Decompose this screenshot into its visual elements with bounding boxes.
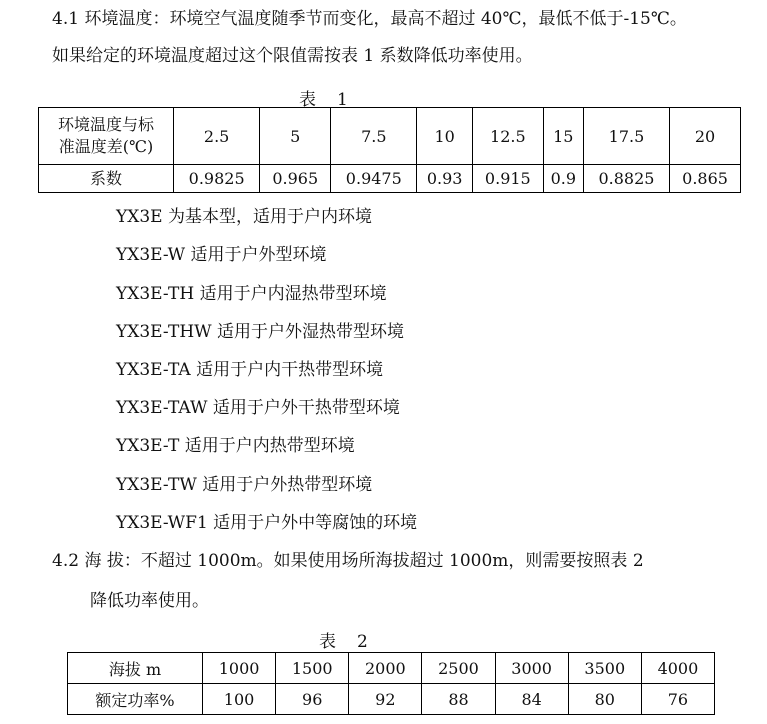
model-line: YX3E-T 适用于户内热带型环境 [116,436,355,456]
altitude-cell: 2000 [349,653,422,684]
temp-cell: 10 [417,108,472,165]
temperature-diff-header [39,108,174,165]
power-cell: 88 [422,684,495,715]
temp-cell: 15 [543,108,583,165]
model-line: YX3E-W 适用于户外型环境 [116,245,327,265]
temp-cell: 20 [670,108,741,165]
altitude-cell: 4000 [641,653,714,684]
coef-cell: 0.9825 [174,165,260,193]
rated-power-header: 额定功率% [68,684,203,715]
power-cell: 76 [641,684,714,715]
power-cell: 100 [203,684,276,715]
model-line: YX3E-THW 适用于户外湿热带型环境 [116,322,405,342]
coef-cell: 0.865 [670,165,741,193]
coef-cell: 0.9475 [331,165,417,193]
model-line: YX3E-TH 适用于户内湿热带型环境 [116,284,387,304]
altitude-cell: 1000 [203,653,276,684]
model-line: YX3E-TAW 适用于户外干热带型环境 [116,398,400,418]
temp-cell: 5 [260,108,331,165]
header-line: 环境温度与标 [57,115,154,134]
coef-cell: 0.93 [417,165,472,193]
section-4-2-line-1: 4.2 海 拔：不超过 1000m。如果使用场所海拔超过 1000m，则需要按照表 2 [52,551,644,571]
altitude-header: 海拔 m [68,653,203,684]
temp-cell: 2.5 [174,108,260,165]
table-1-caption: 表 1 [299,90,350,110]
temp-cell: 12.5 [472,108,543,165]
altitude-cell: 1500 [276,653,349,684]
coefficient-header: 系数 [39,165,174,193]
table-row [39,165,741,193]
temp-cell: 7.5 [331,108,417,165]
model-line: YX3E-TW 适用于户外热带型环境 [116,475,373,495]
coef-cell: 0.9 [543,165,583,193]
coef-cell: 0.965 [260,165,331,193]
model-line: YX3E-TA 适用于户内干热带型环境 [116,360,384,380]
altitude-cell: 2500 [422,653,495,684]
temp-cell: 17.5 [583,108,669,165]
header-line: 准温度差(℃) [58,137,154,156]
table-row [68,684,715,715]
model-line: YX3E-WF1 适用于户外中等腐蚀的环境 [116,513,418,533]
temperature-coefficient-table [38,107,741,193]
section-4-2-line-2: 降低功率使用。 [90,591,209,611]
power-cell: 80 [568,684,641,715]
coef-cell: 0.915 [472,165,543,193]
power-cell: 96 [276,684,349,715]
section-4-1-line-1: 4.1 环境温度：环境空气温度随季节而变化，最高不超过 40℃，最低不低于-15℃。 [52,9,687,29]
model-line: YX3E 为基本型，适用于户内环境 [116,207,372,227]
altitude-cell: 3000 [495,653,568,684]
table-2-caption: 表 2 [319,632,370,652]
power-cell: 84 [495,684,568,715]
altitude-power-table [67,652,715,715]
table-row [39,108,741,165]
coef-cell: 0.8825 [583,165,669,193]
altitude-cell: 3500 [568,653,641,684]
power-cell: 92 [349,684,422,715]
table-row [68,653,715,684]
section-4-1-line-2: 如果给定的环境温度超过这个限值需按表 1 系数降低功率使用。 [52,46,533,66]
